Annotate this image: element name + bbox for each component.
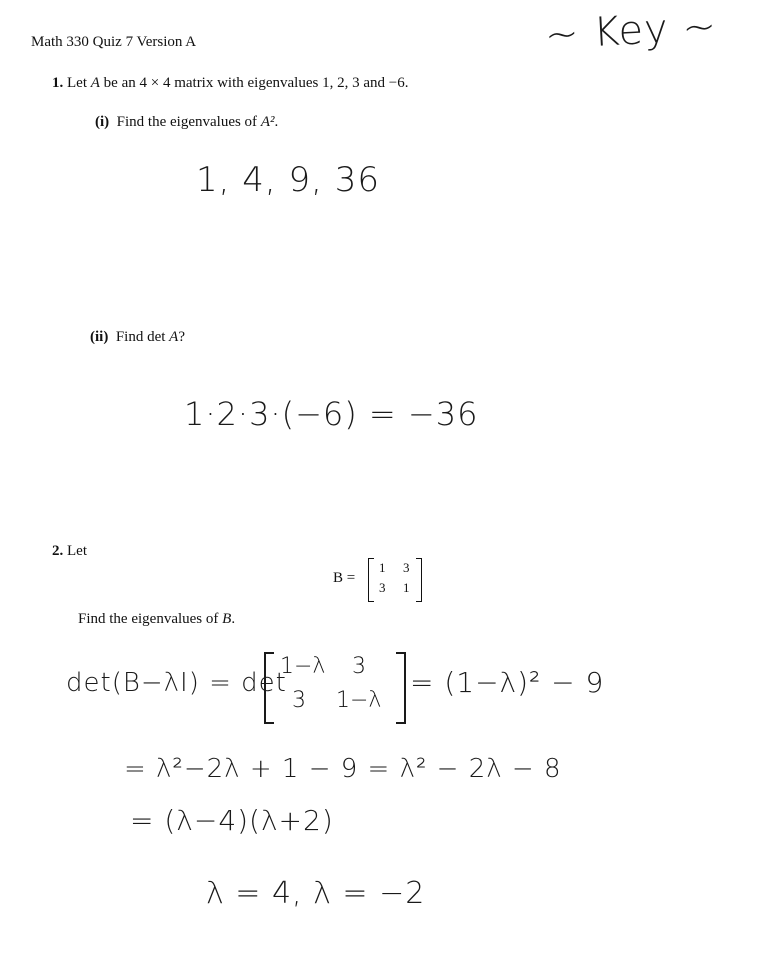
- matrix-b: [368, 558, 422, 602]
- question-2-prompt: Find the eigenvalues of B.: [78, 611, 236, 627]
- answer-key-mark: ~ Key ~: [543, 3, 719, 59]
- matrix-cell: 1: [403, 580, 410, 595]
- part-ii-label: (ii): [90, 329, 109, 345]
- work-line-1-left: det(B−λI) = det: [66, 668, 287, 698]
- hmatrix-cell: 1−λ: [280, 654, 326, 679]
- question-2-number: 2.: [52, 543, 64, 559]
- matrix-left-bracket: [368, 558, 374, 602]
- hmatrix-right-bracket: [396, 652, 406, 724]
- hmatrix-cell: 3: [352, 654, 366, 679]
- matrix-right-bracket: [416, 558, 422, 602]
- eigenvalue-answer: λ = 4, λ = −2: [206, 876, 426, 911]
- matrix-lhs: B =: [333, 570, 356, 586]
- part-i-label: (i): [95, 114, 110, 130]
- matrix-cell: 1: [379, 560, 386, 575]
- hmatrix-cell: 3: [292, 688, 306, 713]
- part-i-answer: 1, 4, 9, 36: [196, 160, 381, 200]
- matrix-cell: 3: [379, 580, 386, 595]
- work-line-1-right: = (1−λ)² − 9: [410, 666, 605, 699]
- question-2-intro: 2. Let: [52, 543, 87, 559]
- question-1-number: 1.: [52, 75, 64, 91]
- work-line-3: = (λ−4)(λ+2): [130, 804, 334, 837]
- question-1-prompt: 1. Let A be an 4 × 4 matrix with eigenvalues 1, 2, 3 and −6.: [52, 75, 409, 91]
- quiz-title: Math 330 Quiz 7 Version A: [31, 34, 197, 50]
- question-1-part-i: (i) Find the eigenvalues of A².: [95, 114, 279, 130]
- work-line-2: = λ²−2λ + 1 − 9 = λ² − 2λ − 8: [124, 754, 562, 784]
- handwritten-matrix: [264, 652, 406, 722]
- matrix-cell: 3: [403, 560, 410, 575]
- part-ii-answer: 1·2·3·(−6) = −36: [184, 395, 479, 433]
- hmatrix-cell: 1−λ: [336, 688, 382, 713]
- hmatrix-left-bracket: [264, 652, 274, 724]
- question-1-part-ii: (ii) Find det A?: [90, 329, 186, 345]
